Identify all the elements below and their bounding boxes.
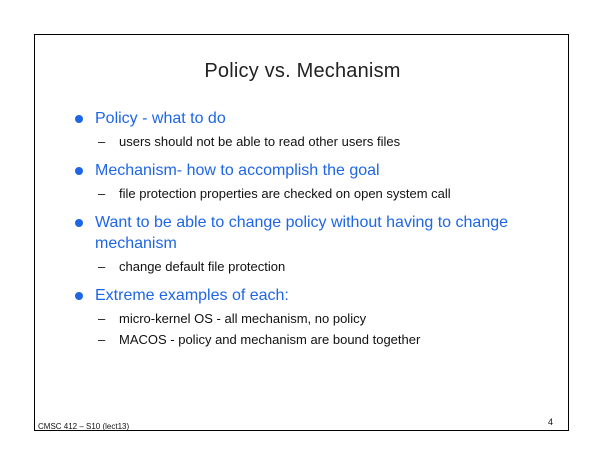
slide-title: Policy vs. Mechanism — [204, 60, 401, 82]
sub-text: users should not be able to read other users files — [119, 134, 401, 149]
dash-icon: – — [98, 311, 106, 326]
sub-text: MACOS - policy and mechanism are bound together — [119, 332, 421, 347]
dash-icon: – — [98, 186, 106, 201]
footer-course-label: CMSC 412 – S10 (lect13) — [38, 422, 130, 431]
bullet-item — [73, 212, 523, 254]
sub-text: change default file protection — [119, 259, 286, 274]
dash-icon: – — [98, 332, 106, 347]
sub-item — [73, 185, 523, 203]
bullet-dot-icon — [75, 115, 83, 123]
bullet-item — [73, 285, 523, 306]
bullet-dot-icon — [75, 292, 83, 300]
dash-icon: – — [98, 259, 106, 274]
bullet-dot-icon — [75, 167, 83, 175]
sub-item — [73, 310, 523, 328]
bullet-list — [73, 108, 523, 349]
bullet-text: Policy - what to do — [95, 110, 226, 127]
bullet-text: Want to be able to change policy without having to change mechanism — [95, 214, 509, 252]
sub-item — [73, 331, 523, 349]
bullet-dot-icon — [75, 219, 83, 227]
sub-item — [73, 258, 523, 276]
sub-item — [73, 133, 523, 151]
bullet-item — [73, 108, 523, 129]
bullet-text: Mechanism- how to accomplish the goal — [95, 162, 380, 179]
bullet-text: Extreme examples of each: — [95, 287, 289, 304]
dash-icon: – — [98, 134, 106, 149]
sub-text: micro-kernel OS - all mechanism, no policy — [119, 311, 367, 326]
sub-text: file protection properties are checked on open system call — [119, 186, 451, 201]
bullet-item — [73, 160, 523, 181]
page-number: 4 — [548, 417, 554, 427]
